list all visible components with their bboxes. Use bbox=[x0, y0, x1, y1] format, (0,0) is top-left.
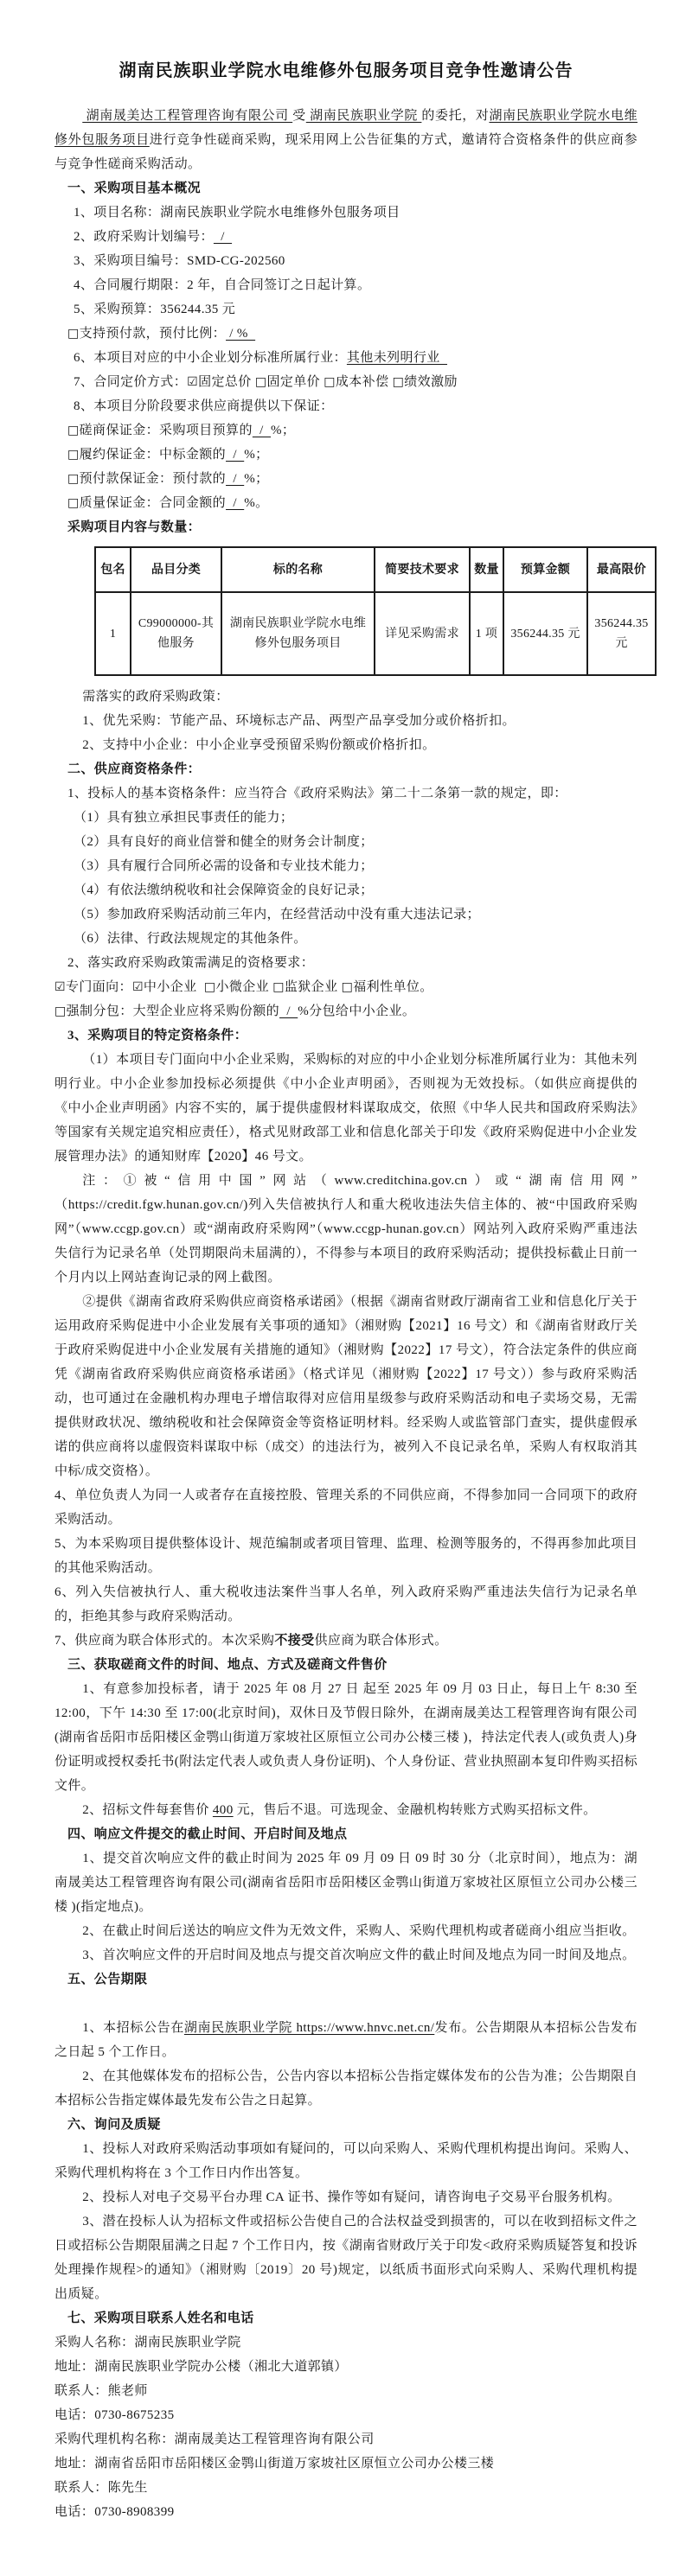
text-run: 湖南民族职业学院 https://www.hnvc.net.cn/ bbox=[183, 2021, 435, 2035]
text-run: 地址：湖南民族职业学院办公楼（湘北大道郭镇） bbox=[54, 2360, 348, 2374]
checkbox-unchecked-icon: □ bbox=[254, 375, 267, 389]
text-run: 2、支持中小企业：中小企业享受预留采购份额或价格折扣。 bbox=[82, 738, 436, 752]
item-industry-category bbox=[54, 346, 638, 370]
purchaser-contact bbox=[54, 2379, 638, 2403]
item-project-number bbox=[54, 249, 638, 273]
text-run: 支持预付款，预付比例： bbox=[79, 327, 227, 341]
cell-package: 1 bbox=[95, 592, 131, 675]
text-run: ②提供《湖南省政府采购供应商资格承诺函》（根据《湖南省财政厅湖南省工业和信息化厅关于运用政府采购促进中小企业发展有关事项的通知》（湘财购【2021】16 号文）和《湖南省财政厅关于政府采购促进中小企业发展有关措施的通知》（湘财购【2022】17 号文），符合法定条件的供应商凭《湖南省政府采购供应商资格承诺函》（格式详见（湘财购【2022】17 号文））参与政府采购活动，也可通过在金融机构办理电子增信取得对应信用星级参与政府采购活动和电子卖场交易，无需提供财政状况、缴纳税收和社会保障资金等资格证明材料。经采购人或监管部门查实，提供虚假承诺的供应商将以虚假资料谋取中标（成交）的违法行为，被列入不良记录名单，采购人有权取消其中标/成交资格）。 bbox=[54, 1295, 638, 1478]
text-run: 3、采购项目编号：SMD-CG-202560 bbox=[74, 254, 285, 268]
text-run: （3）具有履行合同所必需的设备和专业技术能力； bbox=[74, 859, 374, 873]
text-run: 不接受 bbox=[274, 1634, 315, 1648]
text-run: 注：①被“信用中国”网站（www.creditchina.gov.cn）或“湖南信用网”（https://credit.fgw.hunan.gov.cn/)列入失信被执行人和重大税收违法失信主体的、被“中国政府采购网”（www.ccgp.gov.cn）或“湖南政府采购网”（www.ccgp-hunan.gov.cn）网站列入政府采购严重违法失信行为记录名单（处罚期限尚未届满的），不得参与本项目的政府采购活动；提供投标截止日前一个月内以上网站查询记录的网上截图。 bbox=[54, 1174, 638, 1285]
checkbox-unchecked-icon: □ bbox=[392, 375, 405, 389]
text-run: / bbox=[226, 496, 245, 510]
section-4-heading bbox=[54, 1822, 638, 1846]
item-pricing-method bbox=[54, 370, 638, 394]
text-run: 强制分包：大型企业应将采购份额的 bbox=[66, 1004, 280, 1018]
policy-item-2 bbox=[54, 733, 638, 757]
purchaser-address bbox=[54, 2355, 638, 2379]
text-run: %分包给中小企业。 bbox=[298, 1004, 416, 1018]
text-run: 1、本招标公告在 bbox=[82, 2021, 184, 2035]
text-run: 6、列入失信被执行人、重大税收违法案件当事人名单，列入政府采购严重违法失信行为记录名单的，拒绝其参与政府采购活动。 bbox=[54, 1585, 638, 1623]
text-run: 成本补偿 bbox=[335, 375, 393, 389]
col-header-subject: 标的名称 bbox=[221, 547, 375, 592]
text-run: 磋商保证金：采购项目预算的 bbox=[79, 424, 253, 437]
text-run: 湖南民族职业学院 bbox=[305, 109, 422, 123]
text-run: 湖南民族职业学院水电维修外包服务项目 bbox=[54, 109, 638, 147]
col-header-budget: 预算金额 bbox=[503, 547, 587, 592]
announcement-period-2 bbox=[54, 2064, 638, 2113]
text-run: 发布。公告期限从本招标公告发布之日起 5 个工作日。 bbox=[54, 2021, 638, 2059]
late-submission bbox=[54, 1919, 638, 1943]
text-run: 受 bbox=[292, 109, 306, 123]
text-run: 8、本项目分阶段要求供应商提供以下保证： bbox=[74, 399, 334, 413]
text-run: 采购项目内容与数量： bbox=[67, 520, 202, 534]
text-run: 湖南晟美达工程管理咨询有限公司 bbox=[82, 109, 293, 123]
section-5-heading bbox=[54, 1967, 638, 1992]
note-commitment-letter bbox=[54, 1290, 638, 1483]
cell-budget: 356244.35 元 bbox=[503, 592, 587, 675]
text-run: 三、获取磋商文件的时间、地点、方式及磋商文件售价 bbox=[67, 1658, 388, 1672]
item-guarantees-intro bbox=[54, 394, 638, 418]
text-run: 1、有意参加投标者，请于 2025 年 08 月 27 日 起至 2025 年 09 月 03 日止，每日上午 8:30 至 12:00，下午 14:30 至 17:00(北京时间)，双休日及节假日除外，在湖南晟美达工程管理咨询有限公司(湖南省岳阳市岳阳楼区金鹗山街道万家坡社区原恒立公司办公楼三楼 )，持法定代表人(或负责人)身份证明或授权委托书(附法定代表人或负责人身份证明)、个人身份证、营业执照副本复印件购买招标文件。 bbox=[54, 1682, 638, 1793]
section-7-heading bbox=[54, 2306, 638, 2331]
text-run: 2、招标文件每套售价 bbox=[82, 1803, 213, 1817]
text-run: 7、供应商为联合体形式的。本次采购 bbox=[54, 1634, 275, 1648]
text-run: %； bbox=[244, 472, 269, 486]
text-run: / bbox=[213, 230, 233, 244]
text-run: 中小企业 bbox=[143, 980, 204, 994]
checkbox-targeted bbox=[54, 975, 638, 999]
text-run: （1）本项目专门面向中小企业采购，采购标的对应的中小企业划分标准所属行业为：其他未列明行业。中小企业参加投标必须提供《中小企业声明函》，否则视为无效投标。（如供应商提供的《中小企业声明函》内容不实的，属于提供虚假材料谋取成交，依照《中华人民共和国政府采购法》等国家有关规定追究相应责任），格式见财政部工业和信息化部关于印发《政府采购促进中小企业发展管理办法》的通知财库【2020】46 号文。 bbox=[54, 1053, 638, 1164]
doc-price bbox=[54, 1798, 638, 1822]
text-run: 6、本项目对应的中小企业划分标准所属行业： bbox=[74, 351, 347, 365]
checkbox-prepayment bbox=[54, 322, 638, 346]
checkbox-quality-deposit bbox=[54, 491, 638, 515]
qualification-sub-3 bbox=[54, 854, 638, 878]
col-header-category: 品目分类 bbox=[131, 547, 221, 592]
text-run: 福利性单位。 bbox=[353, 980, 433, 994]
inquiry-3 bbox=[54, 2209, 638, 2306]
text-run: 5、采购预算：356244.35 元 bbox=[74, 303, 236, 316]
text-run: 3、采购项目的特定资格条件： bbox=[67, 1029, 248, 1043]
cell-category: C99000000-其他服务 bbox=[131, 592, 221, 675]
text-run: 监狱企业 bbox=[284, 980, 342, 994]
agency-name bbox=[54, 2427, 638, 2452]
document-body-top bbox=[54, 104, 638, 539]
text-run: / % bbox=[226, 327, 256, 341]
note-credit-check bbox=[54, 1169, 638, 1290]
cell-subject: 湖南民族职业学院水电维修外包服务项目 bbox=[221, 592, 375, 675]
table-row bbox=[95, 592, 656, 675]
item-plan-number bbox=[54, 225, 638, 249]
cell-tech-req: 详见采购需求 bbox=[375, 592, 470, 675]
text-run: %； bbox=[271, 424, 296, 437]
text-run: 小微企业 bbox=[215, 980, 273, 994]
checkbox-negotiation-deposit bbox=[54, 418, 638, 443]
items-table bbox=[94, 546, 657, 676]
text-run: 固定单价 bbox=[266, 375, 324, 389]
text-run: 六、询问及质疑 bbox=[67, 2118, 161, 2132]
purchaser-phone bbox=[54, 2403, 638, 2427]
text-run: （2）具有良好的商业信誉和健全的财务会计制度； bbox=[74, 835, 374, 849]
text-run: / bbox=[252, 424, 272, 437]
doc-acquisition-time bbox=[54, 1677, 638, 1798]
document-body-bottom bbox=[54, 685, 638, 2524]
text-run: 七、采购项目联系人姓名和电话 bbox=[67, 2311, 254, 2325]
qualification-sub-6 bbox=[54, 927, 638, 951]
checkbox-prepayment-deposit bbox=[54, 467, 638, 491]
text-run: 质量保证金：合同金额的 bbox=[79, 496, 227, 510]
text-run: / bbox=[279, 1004, 298, 1018]
text-run: %； bbox=[244, 448, 269, 462]
col-header-quantity: 数量 bbox=[470, 547, 503, 592]
text-run: 联系人：陈先生 bbox=[54, 2481, 148, 2495]
submission-deadline bbox=[54, 1846, 638, 1919]
qualification-specific-1 bbox=[54, 1048, 638, 1169]
text-run: / bbox=[226, 448, 245, 462]
cell-quantity: 1 项 bbox=[470, 592, 503, 675]
table-header-row bbox=[95, 547, 656, 592]
text-run: 1、优先采购：节能产品、环境标志产品、两型产品享受加分或价格折扣。 bbox=[82, 714, 516, 728]
text-run: 电话：0730-8675235 bbox=[54, 2408, 175, 2422]
text-run: 履约保证金：中标金额的 bbox=[79, 448, 227, 462]
qualification-sub-1 bbox=[54, 806, 638, 830]
text-run: 预付款保证金：预付款的 bbox=[79, 472, 227, 486]
text-run: 一、采购项目基本概况 bbox=[67, 182, 202, 195]
qualification-sub-2 bbox=[54, 830, 638, 854]
qualification-item-6 bbox=[54, 1580, 638, 1629]
qualification-item-7 bbox=[54, 1629, 638, 1653]
inquiry-1 bbox=[54, 2137, 638, 2185]
text-run: 3、潜在投标人认为招标文件或招标公告使自己的合法权益受到损害的，可以在收到招标文件之日或招标公告期限届满之日起 7 个工作日内，按《湖南省财政厅关于印发<政府采购质疑答复和投诉处理操作规程>的通知》（湘财购〔2019〕20 号)规定，以纸质书面形式向采购人、采购代理机构提出质疑。 bbox=[54, 2215, 638, 2301]
section-2-heading bbox=[54, 757, 638, 781]
text-run: 7、合同定价方式： bbox=[74, 375, 188, 389]
text-run: 1、投标人对政府采购活动事项如有疑问的，可以向采购人、采购代理机构提出询问。采购人、采购代理机构将在 3 个工作日内作出答复。 bbox=[54, 2142, 638, 2180]
agency-address bbox=[54, 2452, 638, 2476]
qualification-policy bbox=[54, 951, 638, 975]
text-run: （1）具有独立承担民事责任的能力； bbox=[74, 811, 294, 825]
text-run: / bbox=[226, 472, 245, 486]
text-run: 绩效激励 bbox=[404, 375, 458, 389]
qualification-item-5 bbox=[54, 1532, 638, 1580]
checkbox-unchecked-icon: □ bbox=[67, 448, 80, 462]
text-run: 4、合同履行期限：2 年，自合同签订之日起计算。 bbox=[74, 278, 371, 292]
text-run: 电话：0730-8908399 bbox=[54, 2505, 175, 2519]
cell-max-price: 356244.35 元 bbox=[587, 592, 656, 675]
intro-paragraph bbox=[54, 104, 638, 176]
text-run: 进行竞争性磋商采购，现采用网上公告征集的方式，邀请符合资格条件的供应商参与竞争性磋商采购活动。 bbox=[54, 133, 638, 171]
document-title: 湖南民族职业学院水电维修外包服务项目竞争性邀请公告 bbox=[119, 61, 573, 80]
checkbox-unchecked-icon: □ bbox=[54, 1004, 67, 1018]
text-run: 2、政府采购计划编号： bbox=[74, 230, 214, 244]
text-run: 五、公告期限 bbox=[67, 1973, 148, 1986]
checkbox-unchecked-icon: □ bbox=[203, 980, 216, 994]
checkbox-unchecked-icon: □ bbox=[341, 980, 354, 994]
item-budget bbox=[54, 297, 638, 322]
checkbox-performance-deposit bbox=[54, 443, 638, 467]
checkbox-checked-icon: ☑ bbox=[131, 980, 144, 994]
section-3-heading bbox=[54, 1653, 638, 1677]
text-run: 2、投标人对电子交易平台办理 CA 证书、操作等如有疑问，请咨询电子交易平台服务机构。 bbox=[82, 2190, 621, 2204]
text-run: 固定总价 bbox=[198, 375, 255, 389]
text-run: 2、在截止时间后送达的响应文件为无效文件，采购人、采购代理机构或者磋商小组应当拒收。 bbox=[82, 1924, 636, 1938]
col-header-tech-req: 简要技术要求 bbox=[375, 547, 470, 592]
text-run: 1、项目名称：湖南民族职业学院水电维修外包服务项目 bbox=[74, 206, 400, 220]
inquiry-2 bbox=[54, 2185, 638, 2209]
checkbox-unchecked-icon: □ bbox=[67, 472, 80, 486]
qualification-basic bbox=[54, 781, 638, 806]
section-6-heading bbox=[54, 2113, 638, 2137]
checkbox-checked-icon: ☑ bbox=[54, 980, 66, 994]
checkbox-unchecked-icon: □ bbox=[67, 424, 80, 437]
checkbox-unchecked-icon: □ bbox=[67, 496, 80, 510]
checkbox-unchecked-icon: □ bbox=[272, 980, 285, 994]
item-contract-period bbox=[54, 273, 638, 297]
purchaser-name bbox=[54, 2331, 638, 2355]
text-run: 4、单位负责人为同一人或者存在直接控股、管理关系的不同供应商，不得参加同一合同项下的政府采购活动。 bbox=[54, 1489, 638, 1527]
agency-contact bbox=[54, 2476, 638, 2500]
checkbox-unchecked-icon: □ bbox=[67, 327, 80, 341]
text-run: %。 bbox=[244, 496, 269, 510]
opening-time bbox=[54, 1943, 638, 1967]
section-1-heading bbox=[54, 176, 638, 201]
col-header-package: 包名 bbox=[95, 547, 131, 592]
text-run: 供应商为联合体形式。 bbox=[314, 1634, 448, 1648]
announcement-period-1 bbox=[54, 2016, 638, 2064]
qualification-specific-heading bbox=[54, 1023, 638, 1048]
text-run: 的委托，对 bbox=[421, 109, 490, 123]
policy-intro bbox=[54, 685, 638, 709]
text-run: 2、在其他媒体发布的招标公告，公告内容以本招标公告指定媒体发布的公告为准；公告期限自本招标公告指定媒体最先发布公告之日起算。 bbox=[54, 2069, 638, 2107]
text-run: 5、为本采购项目提供整体设计、规范编制或者项目管理、监理、检测等服务的，不得再参加此项目的其他采购活动。 bbox=[54, 1537, 638, 1575]
text-run: 3、首次响应文件的开启时间及地点与提交首次响应文件的截止时间及地点为同一时间及地点。 bbox=[82, 1948, 636, 1962]
text-run: 采购人名称：湖南民族职业学院 bbox=[54, 2336, 241, 2350]
text-run: 采购代理机构名称：湖南晟美达工程管理咨询有限公司 bbox=[54, 2433, 375, 2446]
text-run: 四、响应文件提交的截止时间、开启时间及地点 bbox=[67, 1827, 348, 1841]
policy-item-1 bbox=[54, 709, 638, 733]
text-run: 1、投标人的基本资格条件：应当符合《政府采购法》第二十二条第一款的规定，即： bbox=[67, 787, 567, 800]
checkbox-unchecked-icon: □ bbox=[324, 375, 336, 389]
text-run: 二、供应商资格条件： bbox=[67, 762, 202, 776]
text-run: 联系人：熊老师 bbox=[54, 2384, 148, 2398]
text-run: 地址：湖南省岳阳市岳阳楼区金鹗山街道万家坡社区原恒立公司办公楼三楼 bbox=[54, 2457, 495, 2471]
text-run: （6）法律、行政法规规定的其他条件。 bbox=[74, 932, 307, 946]
text-run: 2、落实政府采购政策需满足的资格要求： bbox=[67, 956, 315, 970]
table-caption bbox=[54, 515, 638, 539]
text-run: 专门面向： bbox=[65, 980, 132, 994]
text-run: 元，售后不退。可选现金、金融机构转账方式购买招标文件。 bbox=[233, 1803, 597, 1817]
col-header-max-price: 最高限价 bbox=[587, 547, 656, 592]
text-run: 400 bbox=[212, 1803, 234, 1817]
agency-phone bbox=[54, 2500, 638, 2524]
qualification-sub-4 bbox=[54, 878, 638, 902]
item-project-name bbox=[54, 201, 638, 225]
text-run: （4）有依法缴纳税收和社会保障资金的良好记录； bbox=[74, 883, 374, 897]
checkbox-subcontract bbox=[54, 999, 638, 1023]
qualification-sub-5 bbox=[54, 902, 638, 927]
qualification-item-4 bbox=[54, 1483, 638, 1532]
text-run: 1、提交首次响应文件的截止时间为 2025 年 09 月 09 日 09 时 30 分（北京时间），地点为：湖南晟美达工程管理咨询有限公司(湖南省岳阳市岳阳楼区金鹗山街道万家坡社区原恒立公司办公楼三楼 )(指定地点)。 bbox=[54, 1852, 638, 1914]
checkbox-checked-icon: ☑ bbox=[187, 375, 199, 389]
text-run: （5）参加政府采购活动前三年内，在经营活动中没有重大违法记录； bbox=[74, 908, 480, 921]
text-run: 需落实的政府采购政策： bbox=[82, 690, 229, 704]
text-run: 其他未列明行业 bbox=[346, 351, 448, 365]
